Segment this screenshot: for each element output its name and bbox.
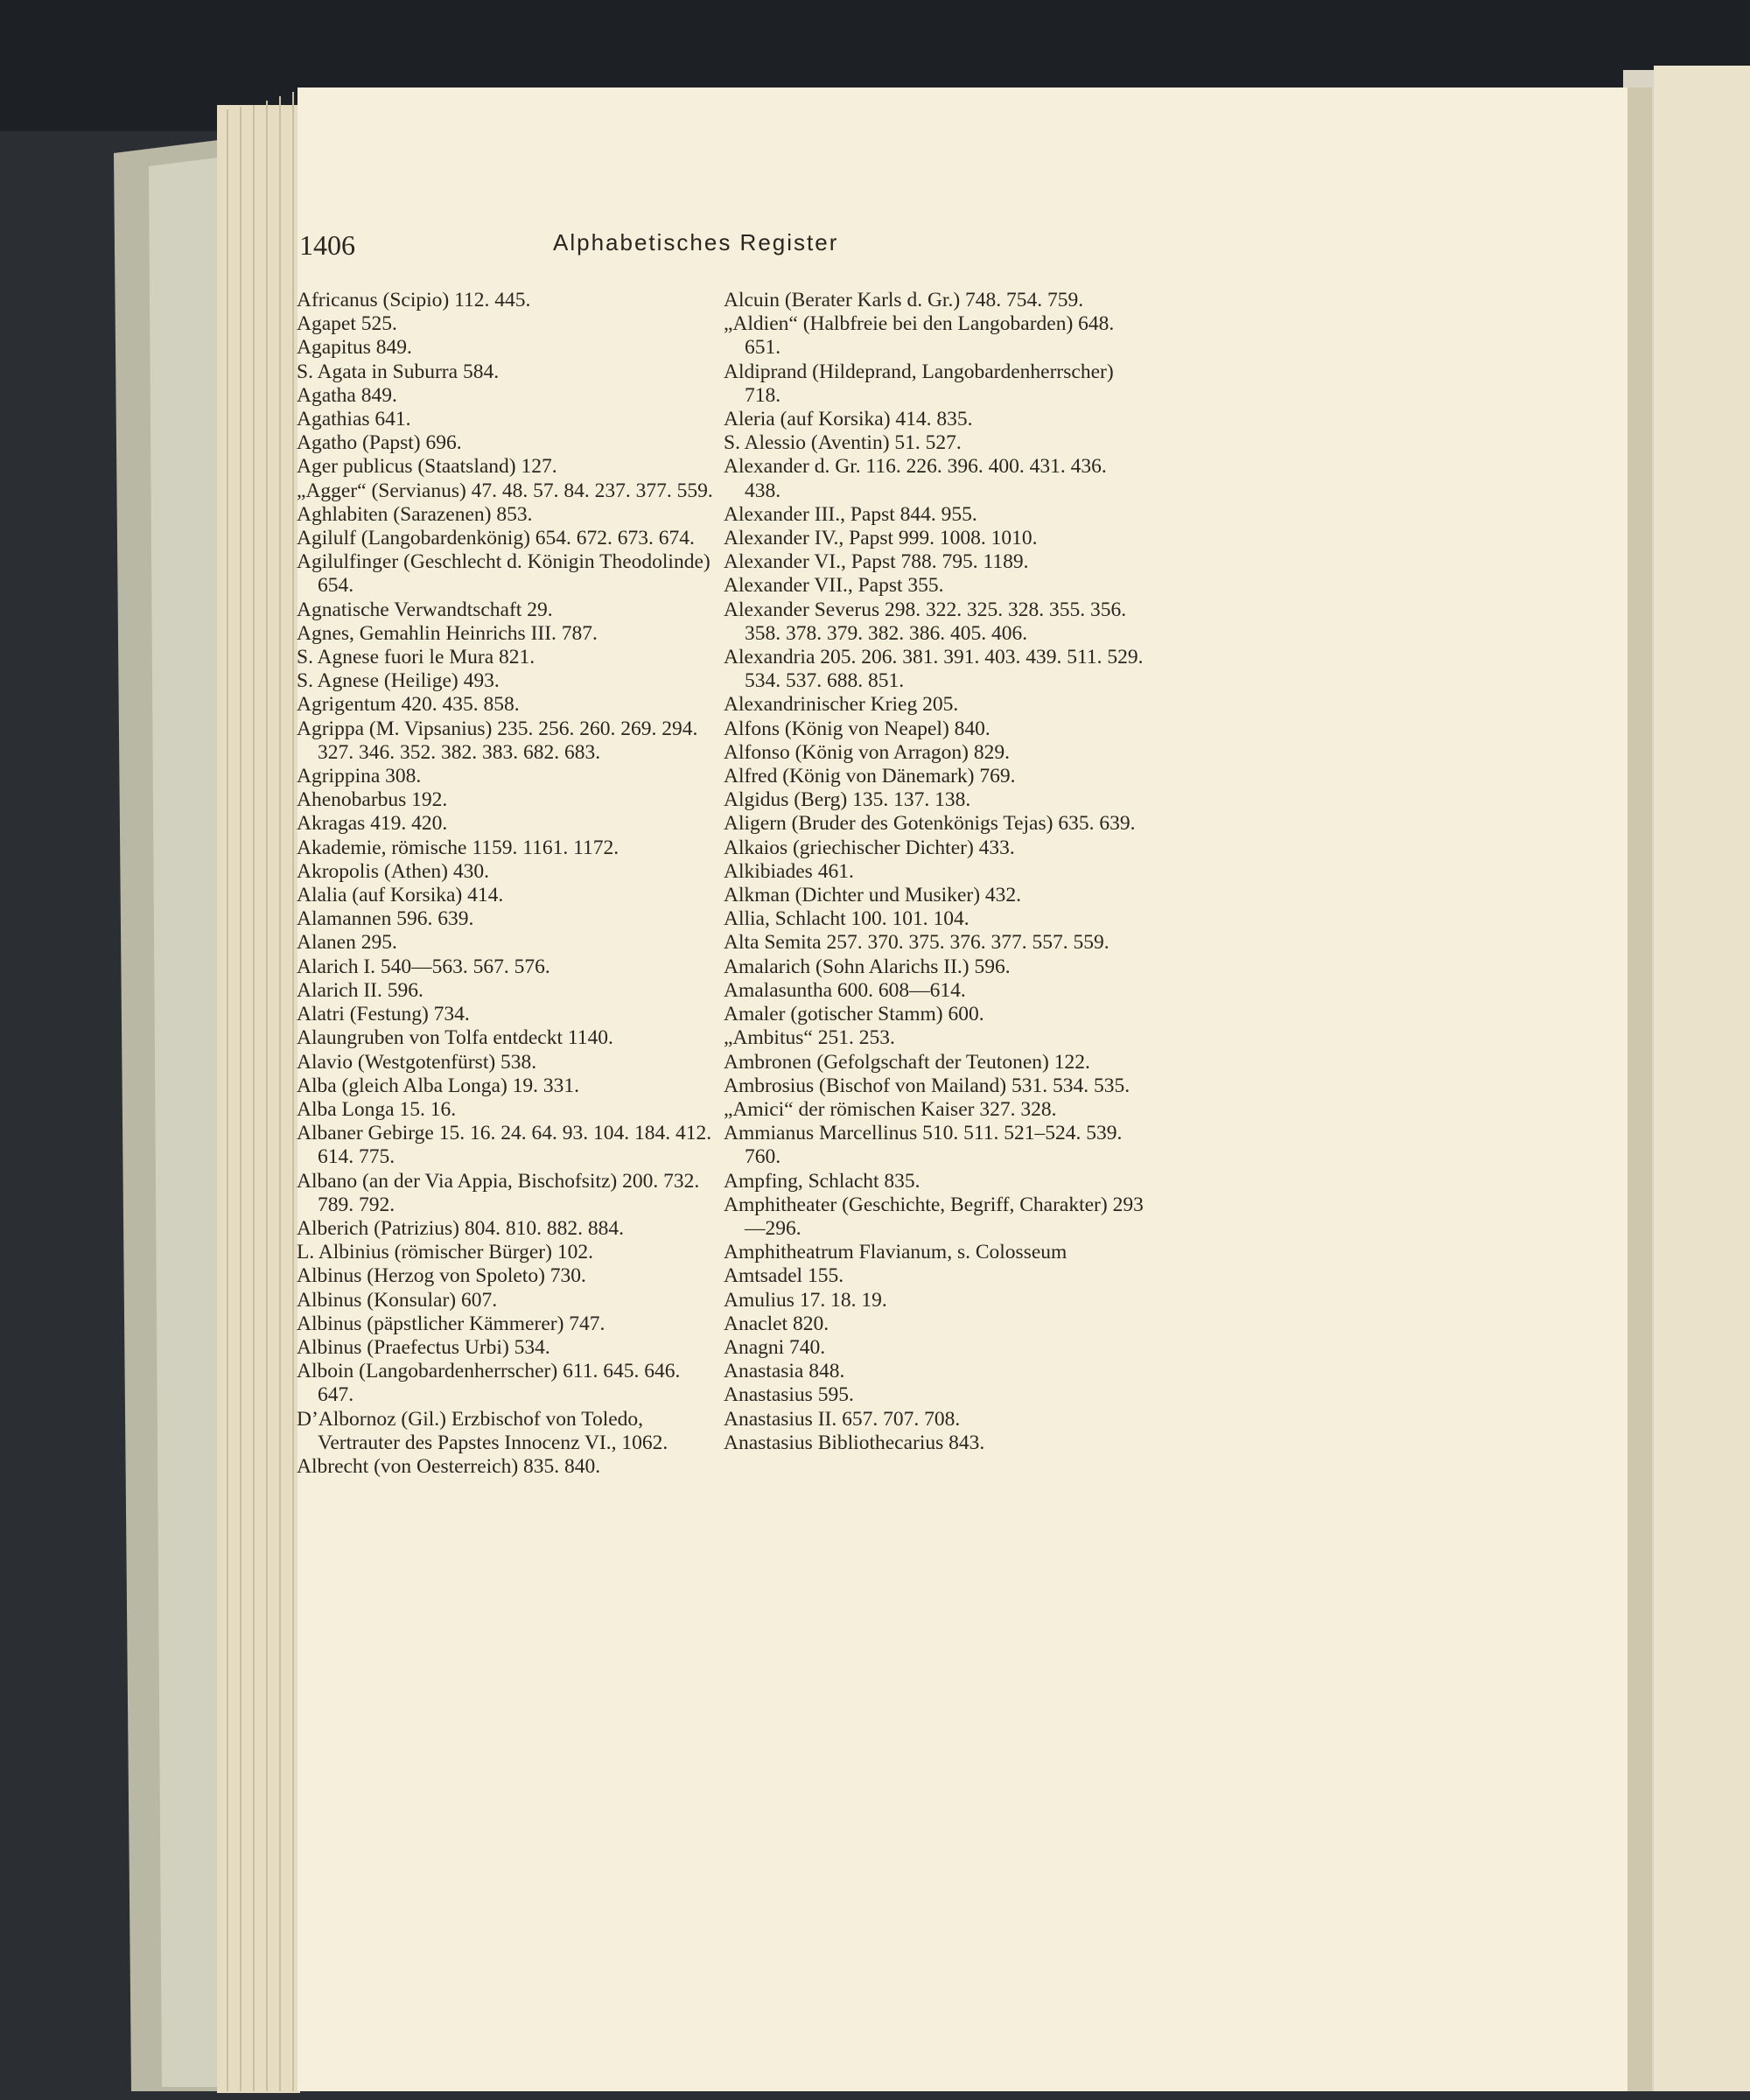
page-title: Alphabetisches Register	[553, 229, 839, 256]
index-entry: Aleria (auf Korsika) 414. 835.	[724, 408, 973, 431]
index-entry: Anastasius Bibliothecarius 843.	[724, 1431, 985, 1454]
index-entry: Aldiprand (Hildeprand, Langobardenherrscher) 718.	[724, 360, 1114, 407]
index-entry: Alarich I. 540—563. 567. 576.	[297, 955, 550, 978]
index-entry: Agatho (Papst) 696.	[297, 431, 462, 455]
index-entry: Alta Semita 257. 370. 375. 376. 377. 557. 559.	[724, 931, 1110, 955]
index-entry: Albinus (päpstlicher Kämmerer) 747.	[297, 1312, 606, 1335]
index-entry: Alexander d. Gr. 116. 226. 396. 400. 431. 436. 438.	[724, 455, 1107, 502]
index-entry: Africanus (Scipio) 112. 445.	[297, 289, 531, 312]
index-entry: Anagni 740.	[724, 1335, 826, 1359]
index-entry: Alba Longa 15. 16.	[297, 1097, 457, 1121]
index-entry: Akademie, römische 1159. 1161. 1172.	[297, 836, 620, 859]
index-entry: Aghlabiten (Sarazenen) 853.	[297, 502, 533, 526]
index-entry: Ampfing, Schlacht 835.	[724, 1169, 920, 1193]
index-entry: Alalia (auf Korsika) 414.	[297, 884, 504, 907]
index-entry: Ambronen (Gefolgschaft der Teutonen) 122.	[724, 1050, 1090, 1074]
index-entry: Alboin (Langobardenherrscher) 611. 645. 646. 647.	[297, 1360, 681, 1407]
index-entry: Alkaios (griechischer Dichter) 433.	[724, 836, 1015, 859]
index-entry: Alfred (König von Dänemark) 769.	[724, 765, 1016, 788]
index-entry: „Aldien“ (Halbfreie bei den Langobarden) 648. 651.	[724, 312, 1115, 360]
index-entry: Agapitus 849.	[297, 336, 412, 360]
index-entry: „Amici“ der römischen Kaiser 327. 328.	[724, 1097, 1057, 1121]
index-entry: Alarich II. 596.	[297, 978, 424, 1002]
index-entry: Amaler (gotischer Stamm) 600.	[724, 1003, 984, 1026]
index-entry: Alkman (Dichter und Musiker) 432.	[724, 884, 1022, 907]
index-entry: Alamannen 596. 639.	[297, 907, 474, 931]
index-entry: Agnatische Verwandtschaft 29.	[297, 598, 553, 621]
index-entry: Amulius 17. 18. 19.	[724, 1288, 887, 1312]
index-entry: Anastasius 595.	[724, 1383, 854, 1407]
index-entry: Anastasius II. 657. 707. 708.	[724, 1407, 961, 1431]
index-entry: Amalasuntha 600. 608—614.	[724, 978, 966, 1002]
index-entry: D’Albornoz (Gil.) Erzbischof von Toledo, Vertrauter des Papstes Innocenz VI., 1062.	[297, 1407, 668, 1454]
index-entry: Alberich (Patrizius) 804. 810. 882. 884.	[297, 1216, 624, 1240]
index-entry: Ammianus Marcellinus 510. 511. 521–524. 539. 760.	[724, 1122, 1123, 1169]
index-entry: Amphitheater (Geschichte, Begriff, Charakter) 293—296.	[724, 1193, 1144, 1240]
index-entry: Ambrosius (Bischof von Mailand) 531. 534. 535.	[724, 1074, 1130, 1097]
index-entry: Agatha 849.	[297, 383, 397, 407]
index-entry: Anaclet 820.	[724, 1312, 830, 1335]
index-entry: Alkibiades 461.	[724, 859, 854, 883]
index-entry: Agilulfinger (Geschlecht d. Königin Theodolinde) 654.	[297, 550, 710, 598]
next-page	[1654, 66, 1750, 2091]
index-entry: Amphitheatrum Flavianum, s. Colosseum	[724, 1241, 1068, 1264]
index-entry: Alfonso (König von Arragon) 829.	[724, 740, 1011, 764]
index-entry: Alfons (König von Neapel) 840.	[724, 717, 990, 740]
index-entry: Akropolis (Athen) 430.	[297, 859, 489, 883]
index-entry: Albinus (Konsular) 607.	[297, 1288, 498, 1312]
index-entry: „Ambitus“ 251. 253.	[724, 1026, 895, 1050]
index-entry: Agapet 525.	[297, 312, 397, 336]
index-entry: Alexandrinischer Krieg 205.	[724, 693, 959, 717]
index-entry: Alexander III., Papst 844. 955.	[724, 502, 977, 526]
index-entry: Agilulf (Langobardenkönig) 654. 672. 673. 674.	[297, 527, 695, 550]
index-entry: Albaner Gebirge 15. 16. 24. 64. 93. 104. 184. 412. 614. 775.	[297, 1122, 712, 1169]
index-column-right	[724, 289, 1144, 1455]
index-entry: Albano (an der Via Appia, Bischofsitz) 200. 732. 789. 792.	[297, 1169, 700, 1216]
index-entry: Agrippina 308.	[297, 765, 422, 788]
index-column-left	[297, 289, 717, 1479]
gutter-shadow	[1626, 88, 1652, 2091]
index-entry: Agathias 641.	[297, 408, 411, 431]
index-entry: Ahenobarbus 192.	[297, 788, 448, 812]
index-entry: Amalarich (Sohn Alarichs II.) 596.	[724, 955, 1011, 978]
index-entry: Allia, Schlacht 100. 101. 104.	[724, 907, 970, 931]
index-entry: Albinus (Praefectus Urbi) 534.	[297, 1335, 550, 1359]
page-number: 1406	[299, 229, 355, 261]
index-entry: S. Agnese fuori le Mura 821.	[297, 646, 536, 669]
index-entry: Alcuin (Berater Karls d. Gr.) 748. 754. 759.	[724, 289, 1084, 312]
index-entry: Agrippa (M. Vipsanius) 235. 256. 260. 269. 294. 327. 346. 352. 382. 383. 682. 683.	[297, 717, 698, 764]
index-entry: Akragas 419. 420.	[297, 812, 448, 836]
index-entry: Alexander VI., Papst 788. 795. 1189.	[724, 550, 1029, 574]
index-entry: Alexander Severus 298. 322. 325. 328. 355. 356. 358. 378. 379. 382. 386. 405. 406.	[724, 598, 1127, 645]
index-entry: S. Agnese (Heilige) 493.	[297, 669, 500, 693]
index-entry: Aligern (Bruder des Gotenkönigs Tejas) 635. 639.	[724, 812, 1136, 836]
page-stack	[217, 105, 300, 2093]
index-entry: S. Agata in Suburra 584.	[297, 360, 500, 383]
index-entry: Ager publicus (Staatsland) 127.	[297, 455, 557, 479]
index-entry: Alba (gleich Alba Longa) 19. 331.	[297, 1074, 580, 1097]
index-entry: „Agger“ (Servianus) 47. 48. 57. 84. 237. 377. 559.	[297, 479, 713, 502]
index-entry: Anastasia 848.	[724, 1360, 845, 1383]
index-entry: Alexander VII., Papst 355.	[724, 574, 944, 598]
index-entry: Albrecht (von Oesterreich) 835. 840.	[297, 1454, 601, 1478]
index-entry: Agrigentum 420. 435. 858.	[297, 693, 520, 717]
index-entry: Albinus (Herzog von Spoleto) 730.	[297, 1264, 586, 1288]
index-entry: Agnes, Gemahlin Heinrichs III. 787.	[297, 621, 598, 645]
index-entry: S. Alessio (Aventin) 51. 527.	[724, 431, 962, 455]
index-entry: L. Albinius (römischer Bürger) 102.	[297, 1241, 593, 1264]
index-entry: Alatri (Festung) 734.	[297, 1003, 470, 1026]
index-entry: Algidus (Berg) 135. 137. 138.	[724, 788, 971, 812]
index-entry: Alexander IV., Papst 999. 1008. 1010.	[724, 527, 1038, 550]
index-entry: Alanen 295.	[297, 931, 397, 955]
index-entry: Alavio (Westgotenfürst) 538.	[297, 1050, 537, 1074]
index-entry: Alaungruben von Tolfa entdeckt 1140.	[297, 1026, 613, 1050]
index-entry: Alexandria 205. 206. 381. 391. 403. 439. 511. 529. 534. 537. 688. 851.	[724, 646, 1144, 693]
index-entry: Amtsadel 155.	[724, 1264, 844, 1288]
